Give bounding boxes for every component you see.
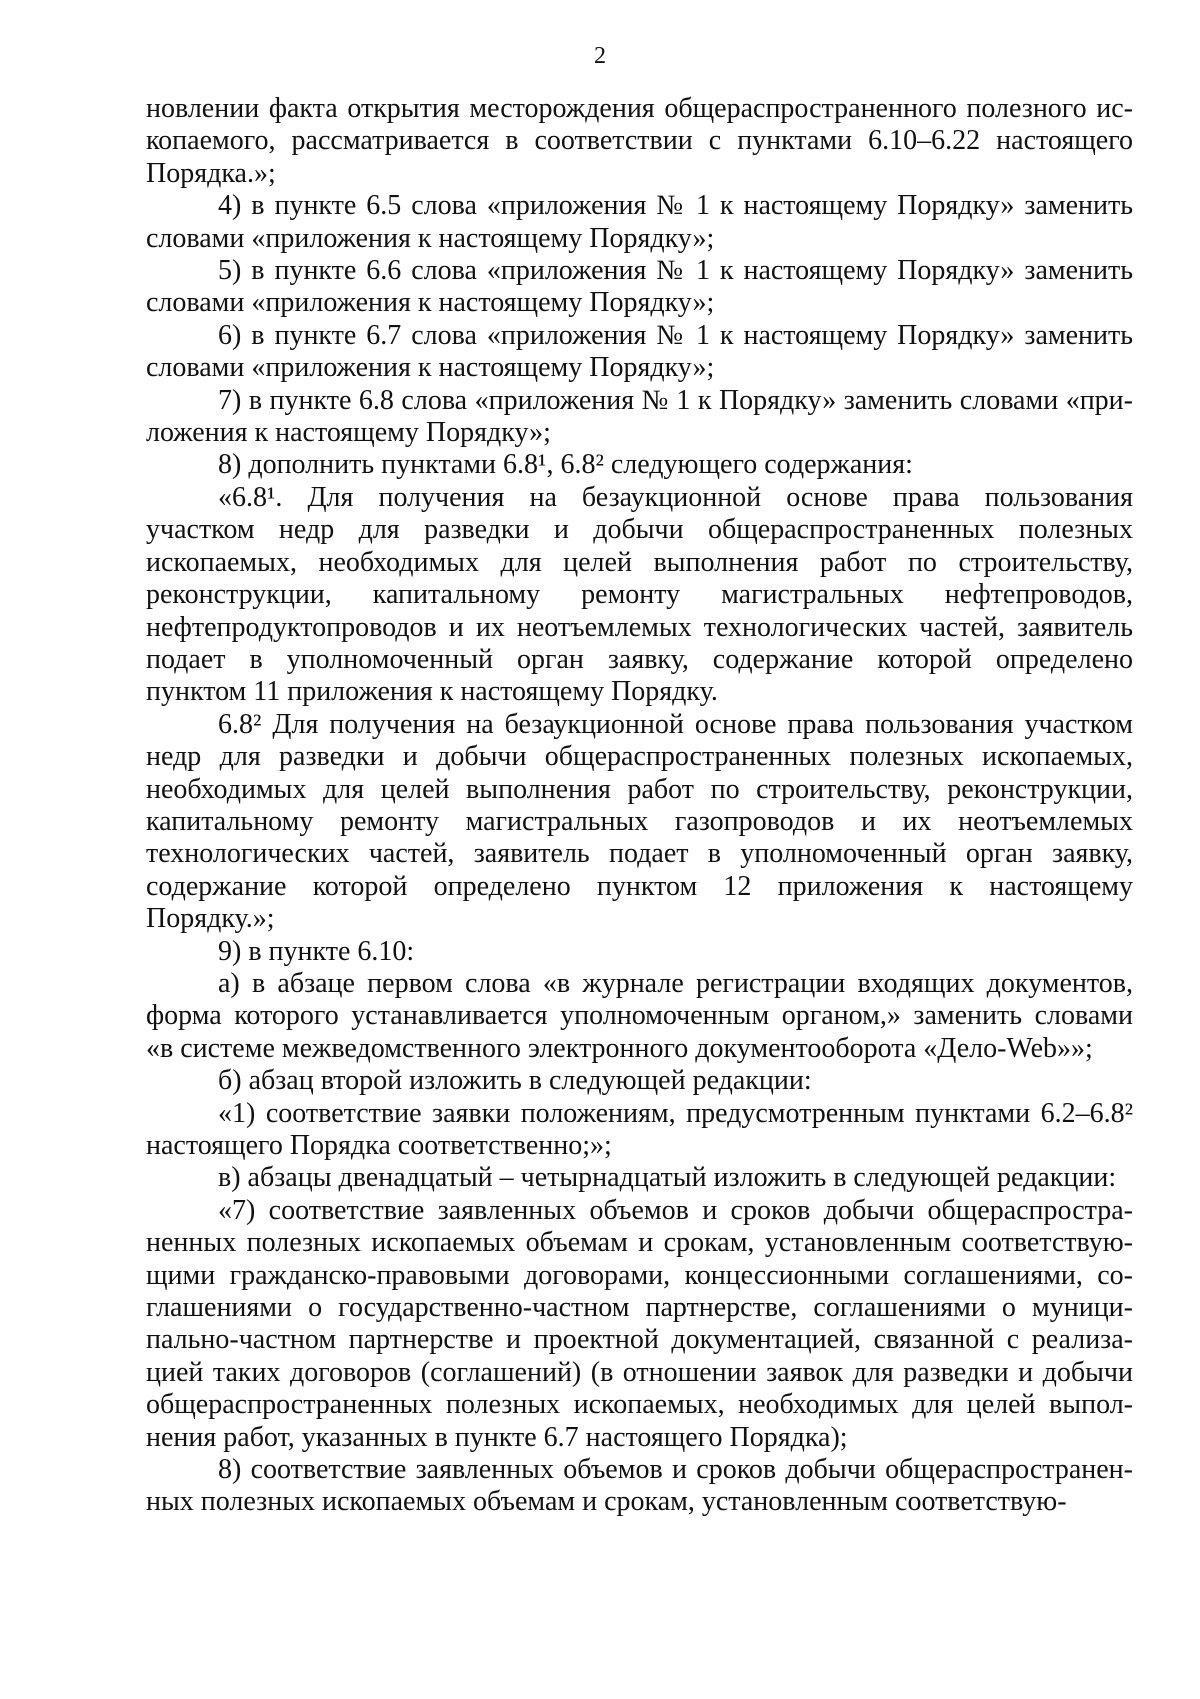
document-line: недр для разведки и добычи общераспространенных полезных ископаемых, [146, 741, 1133, 773]
document-line: реконструкции, капитальному ремонту магистральных нефтепроводов, [146, 579, 1133, 611]
document-body [146, 93, 1133, 1519]
document-line: нения работ, указанных в пункте 6.7 настоящего Порядка); [146, 1421, 848, 1453]
document-line: б) абзац второй изложить в следующей редакции: [218, 1065, 812, 1097]
document-line: Порядка.»; [146, 157, 276, 189]
document-line: 6) в пункте 6.7 слова «приложения № 1 к настоящему Порядку» заменить [218, 319, 1133, 351]
document-line: словами «приложения к настоящему Порядку»; [146, 352, 715, 384]
document-line: в) абзацы двенадцатый – четырнадцатый изложить в следующей редакции: [218, 1162, 1117, 1194]
document-line: «1) соответствие заявки положениям, предусмотренным пунктами 6.2–6.8² [218, 1097, 1133, 1129]
document-line: 9) в пункте 6.10: [218, 935, 415, 967]
document-line: щими гражданско-правовыми договорами, концессионными соглашениями, со- [146, 1259, 1133, 1291]
document-line: глашениями о государственно-частном партнерстве, соглашениями о муници- [146, 1292, 1133, 1324]
document-line: Порядку.»; [146, 903, 275, 935]
document-line: ненных полезных ископаемых объемам и срокам, установленным соответствую- [146, 1227, 1133, 1259]
document-line: «6.8¹. Для получения на безаукционной основе права пользования [218, 481, 1133, 513]
document-line: словами «приложения к настоящему Порядку»; [146, 222, 715, 254]
document-line: технологических частей, заявитель подает в уполномоченный орган заявку, [146, 838, 1133, 870]
page-number: 2 [594, 43, 606, 69]
document-line: подает в уполномоченный орган заявку, содержание которой определено [146, 643, 1133, 675]
document-line: ложения к настоящему Порядку»; [146, 417, 551, 449]
document-line: 8) соответствие заявленных объемов и сроков добычи общераспространен- [218, 1454, 1133, 1486]
document-line: цией таких договоров (соглашений) (в отношении заявок для разведки и добычи [146, 1356, 1133, 1388]
document-line: а) в абзаце первом слова «в журнале регистрации входящих документов, [218, 967, 1133, 999]
document-line: словами «приложения к настоящему Порядку»; [146, 287, 715, 319]
document-line: 7) в пункте 6.8 слова «приложения № 1 к Порядку» заменить словами «при- [218, 384, 1133, 416]
document-line: необходимых для целей выполнения работ по строительству, реконструкции, [146, 773, 1133, 805]
document-line: пально-частном партнерстве и проектной документацией, связанной с реализа- [146, 1324, 1133, 1356]
document-line: новлении факта открытия месторождения общераспространенного полезного ис- [146, 93, 1133, 124]
document-line: «в системе межведомственного электронного документооборота «Дело-Web»»; [146, 1032, 1093, 1064]
document-line: пунктом 11 приложения к настоящему Порядку. [146, 676, 718, 708]
document-line: ископаемых, необходимых для целей выполнения работ по строительству, [146, 546, 1133, 578]
document-line: 6.8² Для получения на безаукционной основе права пользования участком [218, 708, 1133, 740]
document-line: «7) соответствие заявленных объемов и сроков добычи общераспростра- [218, 1194, 1133, 1226]
document-line: 5) в пункте 6.6 слова «приложения № 1 к настоящему Порядку» заменить [218, 255, 1133, 287]
document-line: форма которого устанавливается уполномоченным органом,» заменить словами [146, 1000, 1133, 1032]
document-line: ных полезных ископаемых объемам и срокам, установленным соответствую- [146, 1486, 1067, 1518]
document-line: общераспространенных полезных ископаемых, необходимых для целей выпол- [146, 1389, 1133, 1421]
document-line: участком недр для разведки и добычи общераспространенных полезных [146, 514, 1133, 546]
document-line: нефтепродуктопроводов и их неотъемлемых технологических частей, заявитель [146, 611, 1133, 643]
document-line: капитальному ремонту магистральных газопроводов и их неотъемлемых [146, 805, 1133, 837]
document-line: копаемого, рассматривается в соответствии с пунктами 6.10–6.22 настоящего [146, 125, 1133, 157]
document-line: настоящего Порядка соответственно;»; [146, 1130, 612, 1161]
document-line: 4) в пункте 6.5 слова «приложения № 1 к настоящему Порядку» заменить [218, 190, 1133, 222]
document-line: содержание которой определено пунктом 12 приложения к настоящему [146, 870, 1133, 902]
document-line: 8) дополнить пунктами 6.8¹, 6.8² следующего содержания: [218, 449, 913, 481]
